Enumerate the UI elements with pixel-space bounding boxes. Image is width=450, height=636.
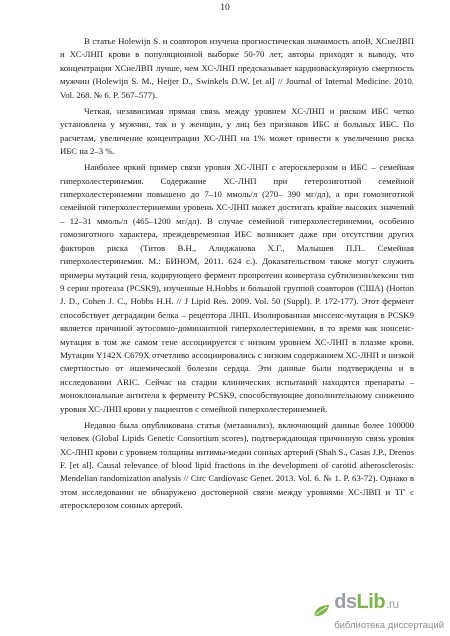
- document-body: [60, 35, 414, 513]
- watermark-logo-ds: ds: [334, 591, 357, 613]
- paragraph-ldl-ihd-risk: Четкая, независимая прямая связь между уровнем ХС-ЛНП и риском ИБС четко установлена у мужчин, так и у женщин, у лиц без признаков ИБС и больных ИБС. По расчетам, увеличение концентрации ХС-ЛНП на 1% может привести к увеличению риска ИБС на 2–3 %.: [60, 105, 414, 157]
- leaf-icon: [312, 604, 330, 618]
- paragraph-familial-hypercholesterolemia: Наиболее яркий пример связи уровня ХС-ЛНП с атеросклерозом и ИБС – семейная гиперхолестеринемия. Содержание ХС-ЛНП при гетерозиготной семейной гиперхолестеринемии повышено до 7–10 ммоль/л (270– 390 мг/дл), а при гомозиготной семейной гиперхолестеринемии уровень ХС-ЛНП может достигать крайне высоких значений – 12–31 ммоль/л (465–1200 мг/дл). В случае семейной гиперхолестеринемии, особенно гомозиготного характера, преждевременная ИБС возникает даже при отсутствии других факторов риска (Титов В.Н., Алиджанова Х.Г., Малышев П.П.. Семейная гиперхолестеринемия. М.: БИНОМ, 2011. 624 с.). Доказательством также могут служить примеры мутаций гена, кодирующего фермент пропротеин конвертаза субтилизин/кексин тип 9 серин протеаза (PCSK9), изученные H.Hobbs и большой группой соавторов (США) (Horton J. D., Cohen J. C., Hobbs H.H. // J Lipid Res. 2009. Vol. 50 (Suppl). P. 172-177). Этот фермент способствует деградации белка – рецептора ЛНП. Изолированная миссенс-мутация в PCSK9 является причиной аутосомно-доминантной гиперхолестеринемии, в то время как нонсенс-мутация в том же самом гене ассоциируется с низким уровнем ХС-ЛНП в плазме крови. Мутации Y142X C679X отчетливо ассоциировались с низким содержанием ХС-ЛНП и низкой смертностью от ишемической болезни сердца. Эти данные были подтверждены и в исследовании ARIC. Сейчас на стадии клинических испытаний находятся препараты – моноклональные антитела к ферменту PCSK9, способствующие дополнительному снижению уровня ХС-ЛНП крови у пациентов с семейной гиперхолестеринемией.: [60, 162, 414, 414]
- watermark-subtitle: библиотека диссертаций: [334, 620, 444, 631]
- dslib-watermark: [312, 591, 444, 631]
- watermark-logo-lib: Lib: [356, 591, 386, 613]
- watermark-text: [334, 591, 444, 631]
- paragraph-meta-analysis: Недавно была опубликована статья (метаанализ), включающий данные более 100000 человек (Global Lipids Genetic Consortium scores), подтверждающая причинную связь уровня ХС-ЛНП крови с уровнем толщины интимы-медии сонных артерий (Shah S., Casas J.P., Drenos F. [et al]. Causal relevance of blood lipid fractions in the development of carotid atherosclerosis: Mendelian randomization analysis // Circ Cardiovasc Genet. 2013. Vol. 6. № 1. P. 63-72). Однако в этом исследовании не обнаружено достоверной связи между уровнями ХС-ЛВП и ТГ с атеросклерозом сонных артерий.: [60, 419, 414, 511]
- page-number: 10: [220, 3, 230, 13]
- watermark-logo: [334, 591, 444, 614]
- watermark-logo-ru: .ru: [386, 597, 399, 611]
- paragraph-holewijn-study: В статье Holewijn S. и соавторов изучена прогностическая значимость апоB, ХСнеЛВП и ХС-ЛНП крови в популяционной выборке 50-70 лет, авторы приходят к выводу, что концентрация ХСнеЛВП лучше, чем ХС-ЛНП предсказывает кардиоваскулярную смертность мужчин (Holewijn S. M., Heijer D., Swinkels D.W. [et al] // Journal of Internal Medicine. 2010. Vol. 268. № 6. P. 567–577).: [60, 36, 414, 100]
